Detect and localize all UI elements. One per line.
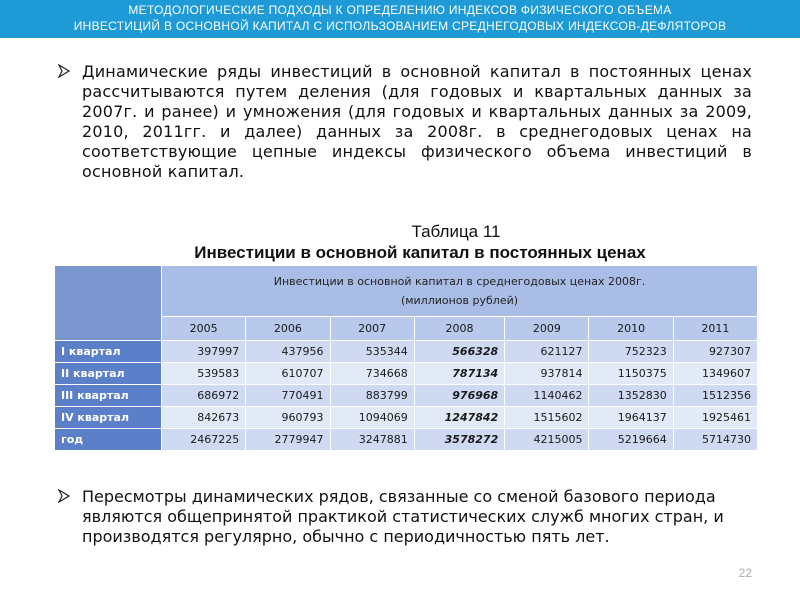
value-cell: 770491: [246, 385, 330, 407]
value-cell: 883799: [330, 385, 414, 407]
table-number: Таблица 11: [411, 222, 501, 241]
header-title-line-1: МЕТОДОЛОГИЧЕСКИЕ ПОДХОДЫ К ОПРЕДЕЛЕНИЮ ИНДЕКСОВ ФИЗИЧЕСКОГО ОБЪЕМА: [128, 3, 672, 17]
year-cell: 2006: [246, 317, 330, 341]
arrow-bullet-icon: [58, 64, 70, 78]
value-cell: 842673: [162, 407, 246, 429]
value-cell: 610707: [246, 363, 330, 385]
value-cell: 927307: [673, 341, 757, 363]
table-row: [55, 363, 758, 385]
value-cell: 1094069: [330, 407, 414, 429]
value-cell: 976968: [414, 385, 504, 407]
value-cell: 3578272: [414, 429, 504, 451]
row-label: I квартал: [55, 341, 162, 363]
table-corner-cell: [55, 266, 162, 341]
table-header-line-1: Инвестиции в основной капитал в среднегодовых ценах 2008г.: [273, 275, 646, 288]
value-cell: 2467225: [162, 429, 246, 451]
page-number: 22: [738, 566, 752, 580]
value-cell: 960793: [246, 407, 330, 429]
value-cell: 621127: [505, 341, 589, 363]
slide-header: [0, 0, 800, 38]
value-cell: 5714730: [673, 429, 757, 451]
value-cell: 539583: [162, 363, 246, 385]
value-cell: 1247842: [414, 407, 504, 429]
row-label: III квартал: [55, 385, 162, 407]
value-cell: 535344: [330, 341, 414, 363]
header-title-line-2: ИНВЕСТИЦИЙ В ОСНОВНОЙ КАПИТАЛ С ИСПОЛЬЗОВАНИЕМ СРЕДНЕГОДОВЫХ ИНДЕКСОВ-ДЕФЛЯТОРОВ: [73, 19, 727, 33]
table-row: [55, 341, 758, 363]
value-cell: 1150375: [589, 363, 673, 385]
value-cell: 3247881: [330, 429, 414, 451]
value-cell: 437956: [246, 341, 330, 363]
bullet-text: Пересмотры динамических рядов, связанные со сменой базового периода являются общепринятой практикой статистических служб многих стран, и производятся регулярно, обычно с периодичностью пять лет.: [82, 487, 724, 546]
value-cell: 937814: [505, 363, 589, 385]
value-cell: 787134: [414, 363, 504, 385]
table-row: [55, 385, 758, 407]
value-cell: 1352830: [589, 385, 673, 407]
year-cell: 2008: [414, 317, 504, 341]
value-cell: 1140462: [505, 385, 589, 407]
year-cell: 2007: [330, 317, 414, 341]
row-label: II квартал: [55, 363, 162, 385]
value-cell: 752323: [589, 341, 673, 363]
table-row: [55, 407, 758, 429]
value-cell: 397997: [162, 341, 246, 363]
value-cell: 566328: [414, 341, 504, 363]
bullet-text: Динамические ряды инвестиций в основной капитал в постоянных ценах рассчитываются путем деления (для годовых и квартальных данных за 2007г. и ранее) и умножения (для годовых и квартальных данных за 2009, 2010, 2011гг. и далее) данных за 2008г. в среднегодовых ценах на соответствующие цепные индексы физического объема инвестиций в основной капитал.: [82, 62, 752, 181]
row-label: IV квартал: [55, 407, 162, 429]
value-cell: 1964137: [589, 407, 673, 429]
year-cell: 2005: [162, 317, 246, 341]
table-title: Инвестиции в основной капитал в постоянных ценах: [194, 243, 646, 262]
arrow-bullet-icon: [58, 489, 70, 503]
value-cell: 734668: [330, 363, 414, 385]
value-cell: 1512356: [673, 385, 757, 407]
value-cell: 5219664: [589, 429, 673, 451]
row-label: год: [55, 429, 162, 451]
year-cell: 2009: [505, 317, 589, 341]
value-cell: 1925461: [673, 407, 757, 429]
table-row: [55, 429, 758, 451]
table-header: [162, 266, 758, 317]
value-cell: 1349607: [673, 363, 757, 385]
year-cell: 2011: [673, 317, 757, 341]
investment-table: [54, 265, 758, 451]
value-cell: 4215005: [505, 429, 589, 451]
year-cell: 2010: [589, 317, 673, 341]
table-header-line-2: (миллионов рублей): [400, 294, 519, 307]
bullet-paragraph-2: [58, 487, 758, 567]
value-cell: 2779947: [246, 429, 330, 451]
value-cell: 686972: [162, 385, 246, 407]
bullet-paragraph-1: [58, 62, 758, 187]
value-cell: 1515602: [505, 407, 589, 429]
